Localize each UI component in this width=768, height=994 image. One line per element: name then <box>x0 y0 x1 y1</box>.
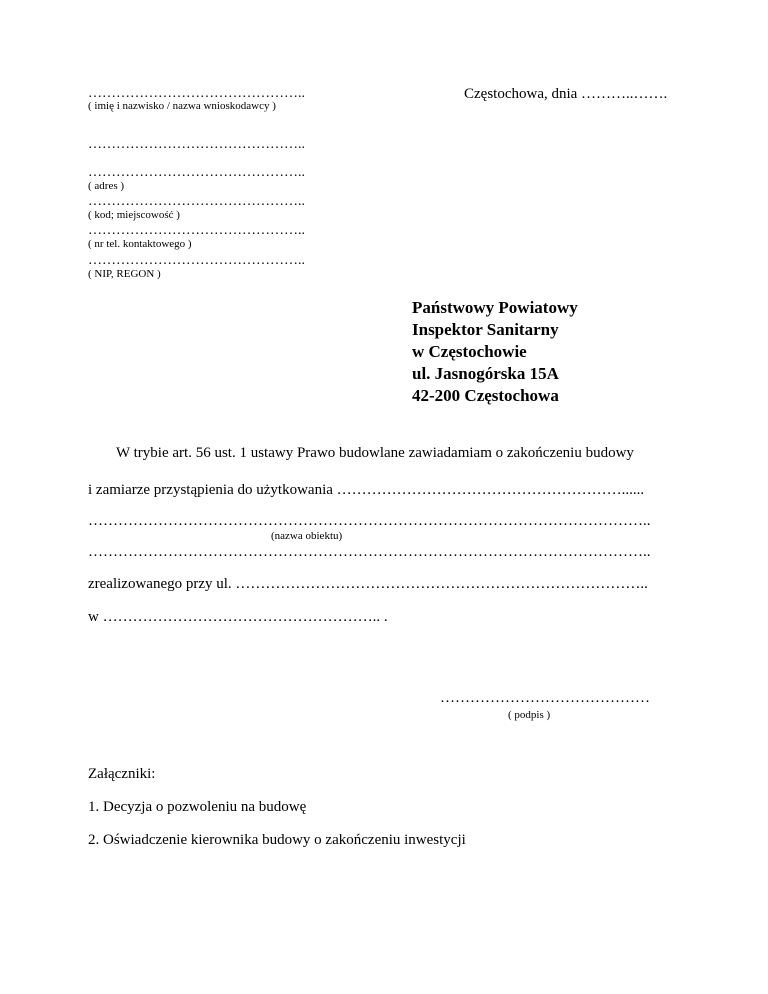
recipient-line: ul. Jasnogórska 15A <box>412 364 559 383</box>
sender-name-line: ……………………………………….. <box>88 86 305 101</box>
sender-address-caption: ( adres ) <box>88 180 125 192</box>
sender-address-line: ……………………………………….. <box>88 165 305 180</box>
notice-intent: i zamiarze przystąpienia do użytkowania …………………………………………………...... <box>88 482 645 498</box>
sender-phone-line: ……………………………………….. <box>88 223 305 238</box>
object-name-line-2: ………………………………………………………………………………………………….. <box>88 544 651 560</box>
attachment-item: 2. Oświadczenie kierownika budowy o zakończeniu inwestycji <box>88 832 466 848</box>
place-date: Częstochowa, dnia ………..……. <box>464 86 668 102</box>
sender-phone-caption: ( nr tel. kontaktowego ) <box>88 238 192 250</box>
recipient-line: 42-200 Częstochowa <box>412 386 559 405</box>
attachment-item: 1. Decyzja o pozwoleniu na budowę <box>88 799 307 815</box>
street-line: zrealizowanego przy ul. ……………………………………………………………………….. <box>88 576 648 592</box>
sender-name-caption: ( imię i nazwisko / nazwa wnioskodawcy ) <box>88 100 276 112</box>
recipient-block <box>412 297 578 407</box>
attachments-heading: Załączniki: <box>88 766 156 782</box>
object-name-line: ………………………………………………………………………………………………….. <box>88 513 651 529</box>
recipient-line: w Częstochowie <box>412 342 527 361</box>
signature-caption: ( podpis ) <box>508 709 551 721</box>
sender-line-2: ……………………………………….. <box>88 137 305 152</box>
recipient-line: Inspektor Sanitarny <box>412 320 559 339</box>
sender-nip-caption: ( NIP, REGON ) <box>88 268 161 280</box>
locality-line: w ……………………………………………….. . <box>88 609 388 625</box>
object-name-caption: (nazwa obiektu) <box>271 530 343 542</box>
sender-postal-caption: ( kod; miejscowość ) <box>88 209 180 221</box>
notice-intro: W trybie art. 56 ust. 1 ustawy Prawo budowlane zawiadamiam o zakończeniu budowy <box>116 445 634 461</box>
recipient-line: Państwowy Powiatowy <box>412 298 578 317</box>
sender-postal-line: ……………………………………….. <box>88 194 305 209</box>
signature-line: …………………………………… <box>440 690 650 706</box>
sender-nip-line: ……………………………………….. <box>88 253 305 268</box>
